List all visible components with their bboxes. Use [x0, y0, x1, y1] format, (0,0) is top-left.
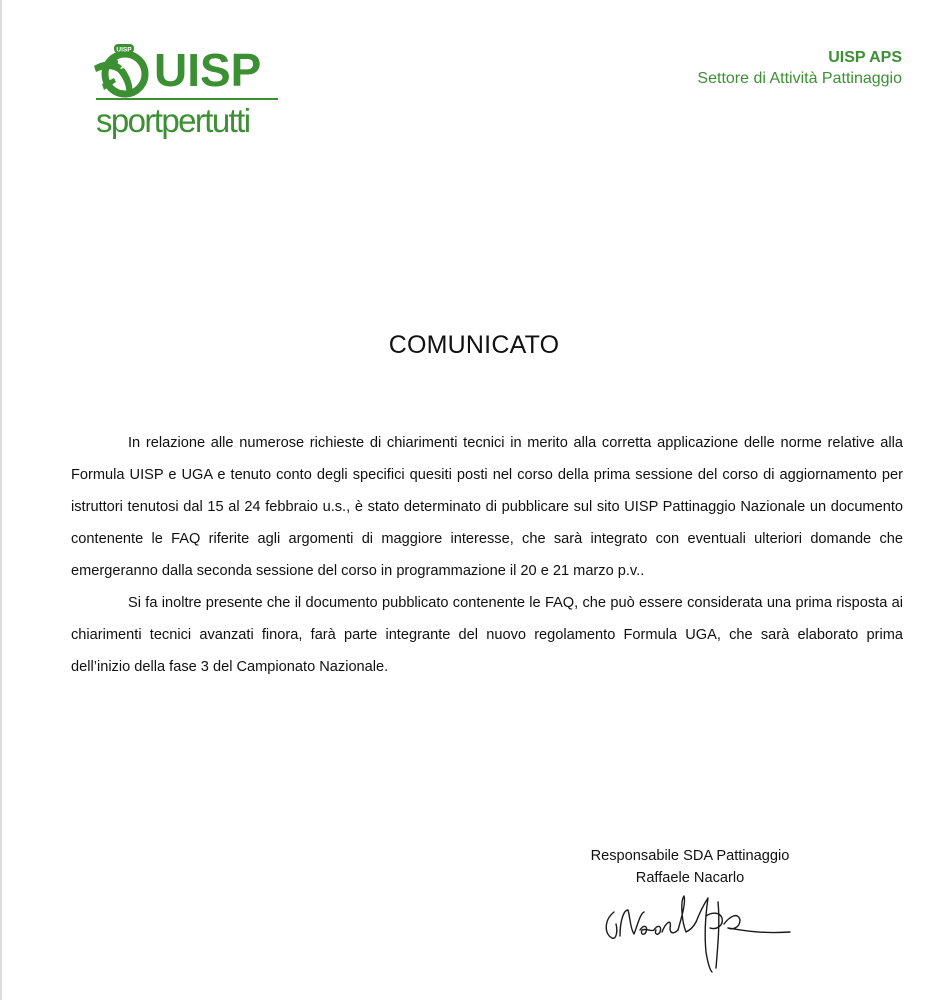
document-title: COMUNICATO: [388, 331, 560, 359]
page-edge: [0, 0, 2, 1000]
organization-sector: Settore di Attività Pattinaggio: [697, 70, 902, 87]
logo-wordmark: UISP: [154, 44, 262, 96]
logo-divider: [96, 98, 278, 100]
organization-name: UISP APS: [828, 49, 902, 66]
handwritten-signature: [600, 872, 810, 977]
signatory-role: Responsabile SDA Pattinaggio: [590, 848, 790, 864]
svg-text:UISP: UISP: [116, 46, 132, 54]
body-paragraph: Si fa inoltre presente che il documento pubblicato contenente le FAQ, che può essere considerata una prima risposta ai chiarimenti tecnici avanzati finora, farà parte integrante del nuovo regolamento Formula UGA, che sarà elaborato prima dell’inizio della fase 3 del Campionato Nazionale.: [71, 595, 903, 675]
uisp-logo: [92, 44, 292, 144]
organization-header: [697, 48, 902, 90]
signatory-name: Raffaele Nacarlo: [635, 870, 745, 886]
document-body: [71, 427, 903, 683]
logo-tagline: sportpertutti: [96, 102, 250, 139]
body-paragraph: In relazione alle numerose richieste di chiarimenti tecnici in merito alla corretta applicazione delle norme relative alla Formula UISP e UGA e tenuto conto degli specifici quesiti posti nel corso della prima sessione del corso di aggiornamento per istruttori tenutosi dal 15 al 24 febbraio u.s., è stato determinato di pubblicare sul sito UISP Pattinaggio Nazionale un documento contenente le FAQ riferite agli argomenti di maggiore interesse, che sarà integrato con eventuali ulteriori domande che emergeranno dalla seconda sessione del corso in programmazione il 20 e 21 marzo p.v..: [71, 435, 903, 579]
logo-badge: [114, 44, 134, 54]
